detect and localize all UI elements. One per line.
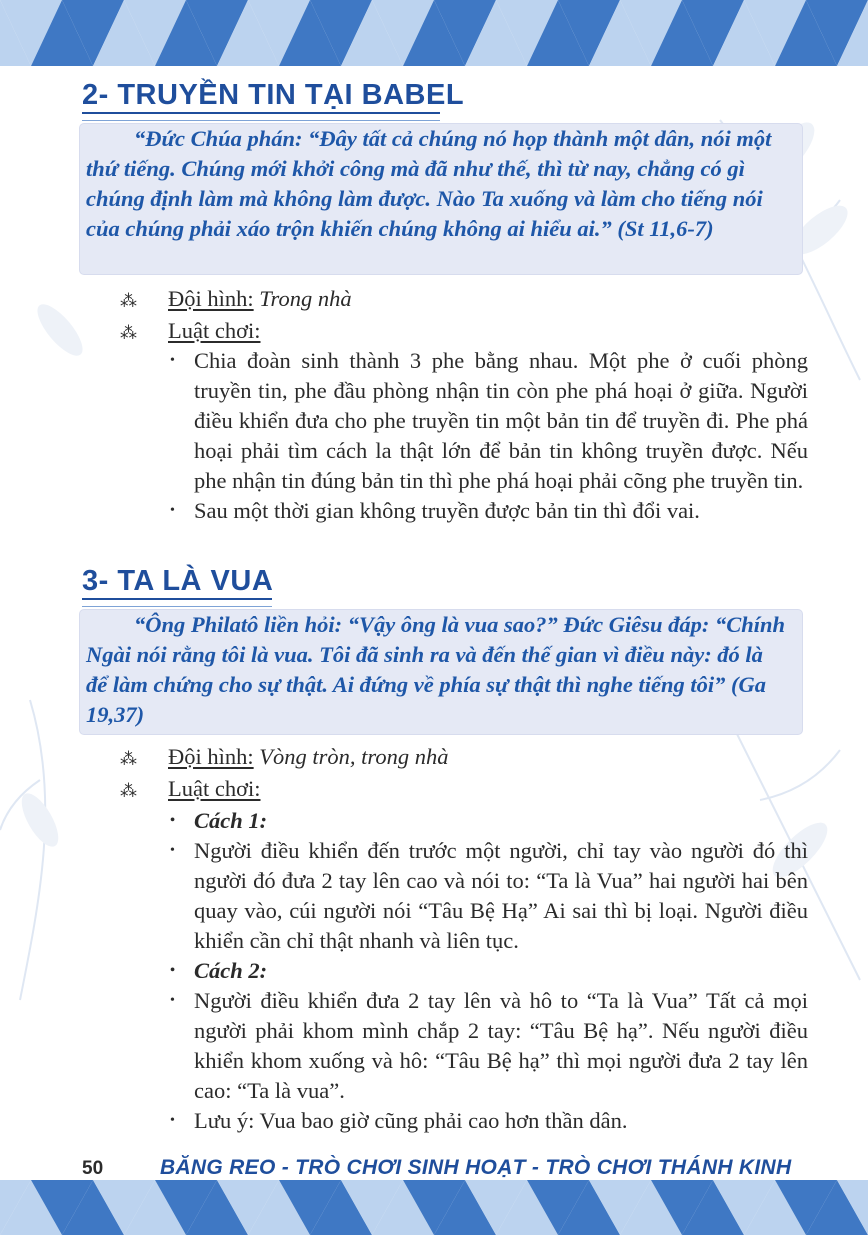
page-number: 50	[82, 1158, 104, 1179]
formation-label: Đội hình:	[168, 286, 254, 311]
section-2-heading: 2- TRUYỀN TIN TẠI BABEL	[82, 79, 465, 111]
bullet-icon: •	[170, 813, 175, 828]
bullet-icon: •	[170, 353, 175, 368]
section-3-quote-box	[80, 610, 802, 734]
section-2-quote: “Đức Chúa phán: “Đây tất cả chúng nó họp thành một dân, nói một thứ tiếng. Chúng mới khởi công mà đã như thế, thì từ nay, chẳng có gì chúng định làm mà không làm được. Nào Ta xuống và làm cho tiếng nói của chúng phải xáo trộn khiến chúng không ai hiểu ai.” (St 11,6-7)	[86, 126, 772, 241]
list-item: • Người điều khiển đến trước một người, chỉ tay vào người đó thì người đó đưa 2 tay lên cao và nói to: “Ta là Vua” hai người hai bên quay vào, cúi người nói “Tâu Bệ Hạ” Ai sai thì bị loại. Người điều khiển cần chỉ thật nhanh và liên tục.	[170, 838, 808, 953]
list-item: • Sau một thời gian không truyền được bản tin thì đổi vai.	[168, 496, 808, 526]
list-item: • Người điều khiển đưa 2 tay lên và hô to “Ta là Vua” Tất cả mọi người phải khom mình chắp 2 tay: “Tâu Bệ hạ”. Nếu người điều khiển khom xuống và hô: “Tâu Bệ hạ” thì mọi người đưa 2 tay lên cao: “Ta là vua”.	[170, 988, 808, 1103]
bullet-icon: •	[170, 963, 175, 978]
formation-value: Vòng tròn, trong nhà	[259, 744, 449, 769]
formation-value: Trong nhà	[259, 286, 352, 311]
section-2-heading-rule	[82, 112, 440, 121]
list-item: • Chia đoàn sinh thành 3 phe bằng nhau. Một phe ở cuối phòng truyền tin, phe đầu phòng nhận tin còn phe phá hoại ở giữa. Người điều khiển đưa cho phe truyền tin một bản tin để truyền đi. Phe phá hoại phải tìm cách la thật lớn để bản tin không truyền được. Nếu phe nhận tin đúng bản tin thì phe phá hoại phải cõng phe truyền tin.	[170, 348, 808, 493]
formation-label: Đội hình:	[168, 744, 254, 769]
section-3-formation-row	[120, 742, 448, 774]
asterism-icon: ⁂	[120, 781, 137, 800]
bullet-icon: •	[170, 993, 175, 1008]
section-3-rules-row	[120, 774, 261, 806]
bullet-icon: •	[170, 503, 175, 518]
section-2-rules-list	[168, 346, 808, 526]
list-item: • Lưu ý: Vua bao giờ cũng phải cao hơn thần dân.	[168, 1106, 808, 1136]
rules-label: Luật chơi:	[168, 776, 261, 801]
list-item: • Cách 1:	[168, 806, 808, 836]
section-2-rules-row	[120, 316, 261, 348]
asterism-icon: ⁂	[120, 291, 137, 310]
list-item: • Cách 2:	[168, 956, 808, 986]
asterism-icon: ⁂	[120, 323, 137, 342]
bullet-icon: •	[170, 843, 175, 858]
section-2-formation-row	[120, 284, 352, 316]
section-3-quote: “Ông Philatô liền hỏi: “Vậy ông là vua sao?” Đức Giêsu đáp: “Chính Ngài nói rằng tôi là vua. Tôi đã sinh ra và đến thế gian vì điều này: đó là để làm chứng cho sự thật. Ai đứng về phía sự thật thì nghe tiếng tôi” (Ga 19,37)	[86, 612, 786, 727]
bullet-icon: •	[170, 1113, 175, 1128]
bottom-triangle-border	[0, 1180, 868, 1235]
top-triangle-border	[0, 0, 868, 66]
section-3-rules-list	[168, 806, 808, 1136]
asterism-icon: ⁂	[120, 749, 137, 768]
section-3-heading-rule	[82, 598, 272, 607]
section-3-heading: 3- TA LÀ VUA	[82, 565, 274, 597]
book-title: BĂNG REO - TRÒ CHƠI SINH HOẠT - TRÒ CHƠI THÁNH KINH	[160, 1156, 792, 1179]
rules-label: Luật chơi:	[168, 318, 261, 343]
section-2-quote-box	[80, 124, 802, 274]
